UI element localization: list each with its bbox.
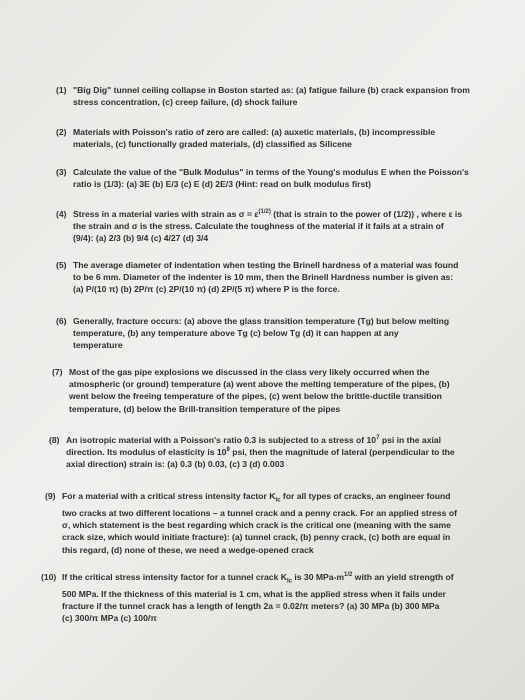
question-text-line: Stress in a material varies with strain as σ = ε xyxy=(73,209,259,219)
question-text-line: the strain and σ is the stress. Calculate the toughness of the material if it fails at a strain of xyxy=(73,221,444,232)
question-text-line: (c) 300/π MPa (c) 100/π xyxy=(62,613,157,624)
question-number: (3) xyxy=(56,167,67,177)
question-2 xyxy=(56,126,435,150)
question-8 xyxy=(49,434,455,471)
superscript: 7 xyxy=(376,435,380,442)
superscript: 9 xyxy=(226,447,230,454)
question-text-line: temperature, (d) below the Brill-transition temperature of the pipes xyxy=(69,403,341,414)
question-text-line: An isotropic material with a Poisson's ratio 0.3 is subjected to a stress of 10 xyxy=(66,435,377,445)
question-number: (2) xyxy=(56,127,67,137)
question-text-tail: for all types of cracks, an engineer found xyxy=(280,491,451,501)
question-7 xyxy=(52,366,450,415)
subscript: Ic xyxy=(286,578,292,585)
question-number: (9) xyxy=(45,491,56,501)
question-text-line: stress concentration, (c) creep failure, (d) shock failure xyxy=(73,97,298,108)
question-9 xyxy=(45,490,457,556)
subscript: Ic xyxy=(275,497,281,504)
question-5 xyxy=(56,259,458,296)
question-number: (1) xyxy=(56,85,67,95)
question-text-line: ratio is (1/3): (a) 3E (b) E/3 (c) E (d) 2E/3 (Hint: read on bulk modulus first) xyxy=(73,179,371,190)
question-text-tail: (that is strain to the power of (1/2)) , where ε is xyxy=(270,209,463,219)
question-text-line: direction. Its modulus of elasticity is 10 xyxy=(66,447,227,458)
question-text-line: this regard, (d) none of these, we need a wedge-opened crack xyxy=(62,544,314,555)
question-text-tail: psi in the axial xyxy=(379,435,442,445)
question-text-line: materials, (c) functionally graded materials, (d) classified as Silicene xyxy=(73,139,352,150)
question-text-line: "Big Dig" tunnel ceiling collapse in Boston started as: (a) fatigue failure (b) crack expansion from xyxy=(73,85,470,95)
question-text-line: (a) P/(10 π) (b) 2P/π (c) 2P/(10 π) (d) 2P/(5 π) where P is the force. xyxy=(73,284,340,295)
question-text-line: σ, which statement is the best regarding which crack is the critical one (meaning with the same xyxy=(62,520,451,531)
question-text-tail: psi, then the magnitude of lateral (perpendicular to the xyxy=(229,447,455,458)
question-text-line: Materials with Poisson's ratio of zero are called: (a) auxetic materials, (b) incompressible xyxy=(73,127,436,137)
question-text-line: Generally, fracture occurs: (a) above the glass transition temperature (Tg) but below melting xyxy=(73,316,450,326)
question-text-line: fracture if the tunnel crack has a length of length 2a = 0.02/π meters? (a) 30 MPa (b) 300 MPa xyxy=(62,601,440,612)
question-text-line: to be 6 mm. Diameter of the indenter is 10 mm, then the Brinell Hardness number is given as: xyxy=(73,272,454,283)
question-text-line: If the critical stress intensity factor for a tunnel crack K xyxy=(62,572,287,582)
question-text-line: (9/4): (a) 2/3 (b) 9/4 (c) 4/27 (d) 3/4 xyxy=(73,233,209,244)
question-text-line: went below the freeing temperature of the pipes, (c) went below the brittle-ductile transition xyxy=(69,391,442,402)
question-10 xyxy=(41,571,454,625)
question-text-line: axial direction) strain is: (a) 0.3 (b) 0.03, (c) 3 (d) 0.003 xyxy=(66,459,285,470)
question-text-mid: is 30 MPa-m xyxy=(291,572,345,582)
question-4 xyxy=(56,208,462,245)
question-text-line: two cracks at two different locations – a tunnel crack and a penny crack. For an applied stress of xyxy=(62,507,457,518)
question-text-line: atmospheric (or ground) temperature (a) went above the melting temperature of the pipes, (b) xyxy=(69,379,450,390)
question-6 xyxy=(56,315,449,352)
question-number: (8) xyxy=(49,435,60,445)
question-1 xyxy=(56,84,470,108)
question-text-line: Calculate the value of the "Bulk Modulus" in terms of the Young's modulus E when the Poisson's xyxy=(73,167,469,177)
question-text-line: 500 MPa. If the thickness of this material is 1 cm, what is the applied stress when it fails under xyxy=(62,588,446,599)
question-number: (10) xyxy=(41,572,57,582)
superscript: 1/2 xyxy=(344,572,353,579)
question-number: (4) xyxy=(56,209,67,219)
superscript: (1/2) xyxy=(258,209,271,216)
question-text-line: The average diameter of indentation when testing the Brinell hardness of a material was found xyxy=(73,260,459,270)
question-3 xyxy=(56,166,469,190)
question-text-line: crack size, which would initiate fracture): (a) tunnel crack, (b) penny crack, (c) both are equal in xyxy=(62,532,451,543)
question-text-line: temperature, (b) any temperature above Tg (c) below Tg (d) it can happen at any xyxy=(73,328,399,339)
question-text-line: For a material with a critical stress intensity factor K xyxy=(62,491,276,501)
question-number: (5) xyxy=(56,260,67,270)
question-number: (7) xyxy=(52,367,63,377)
question-text-line: Most of the gas pipe explosions we discussed in the class very likely occurred when the xyxy=(69,367,430,377)
question-number: (6) xyxy=(56,316,67,326)
question-text-line: temperature xyxy=(73,340,123,351)
question-text-tail: with an yield strength of xyxy=(352,572,454,582)
